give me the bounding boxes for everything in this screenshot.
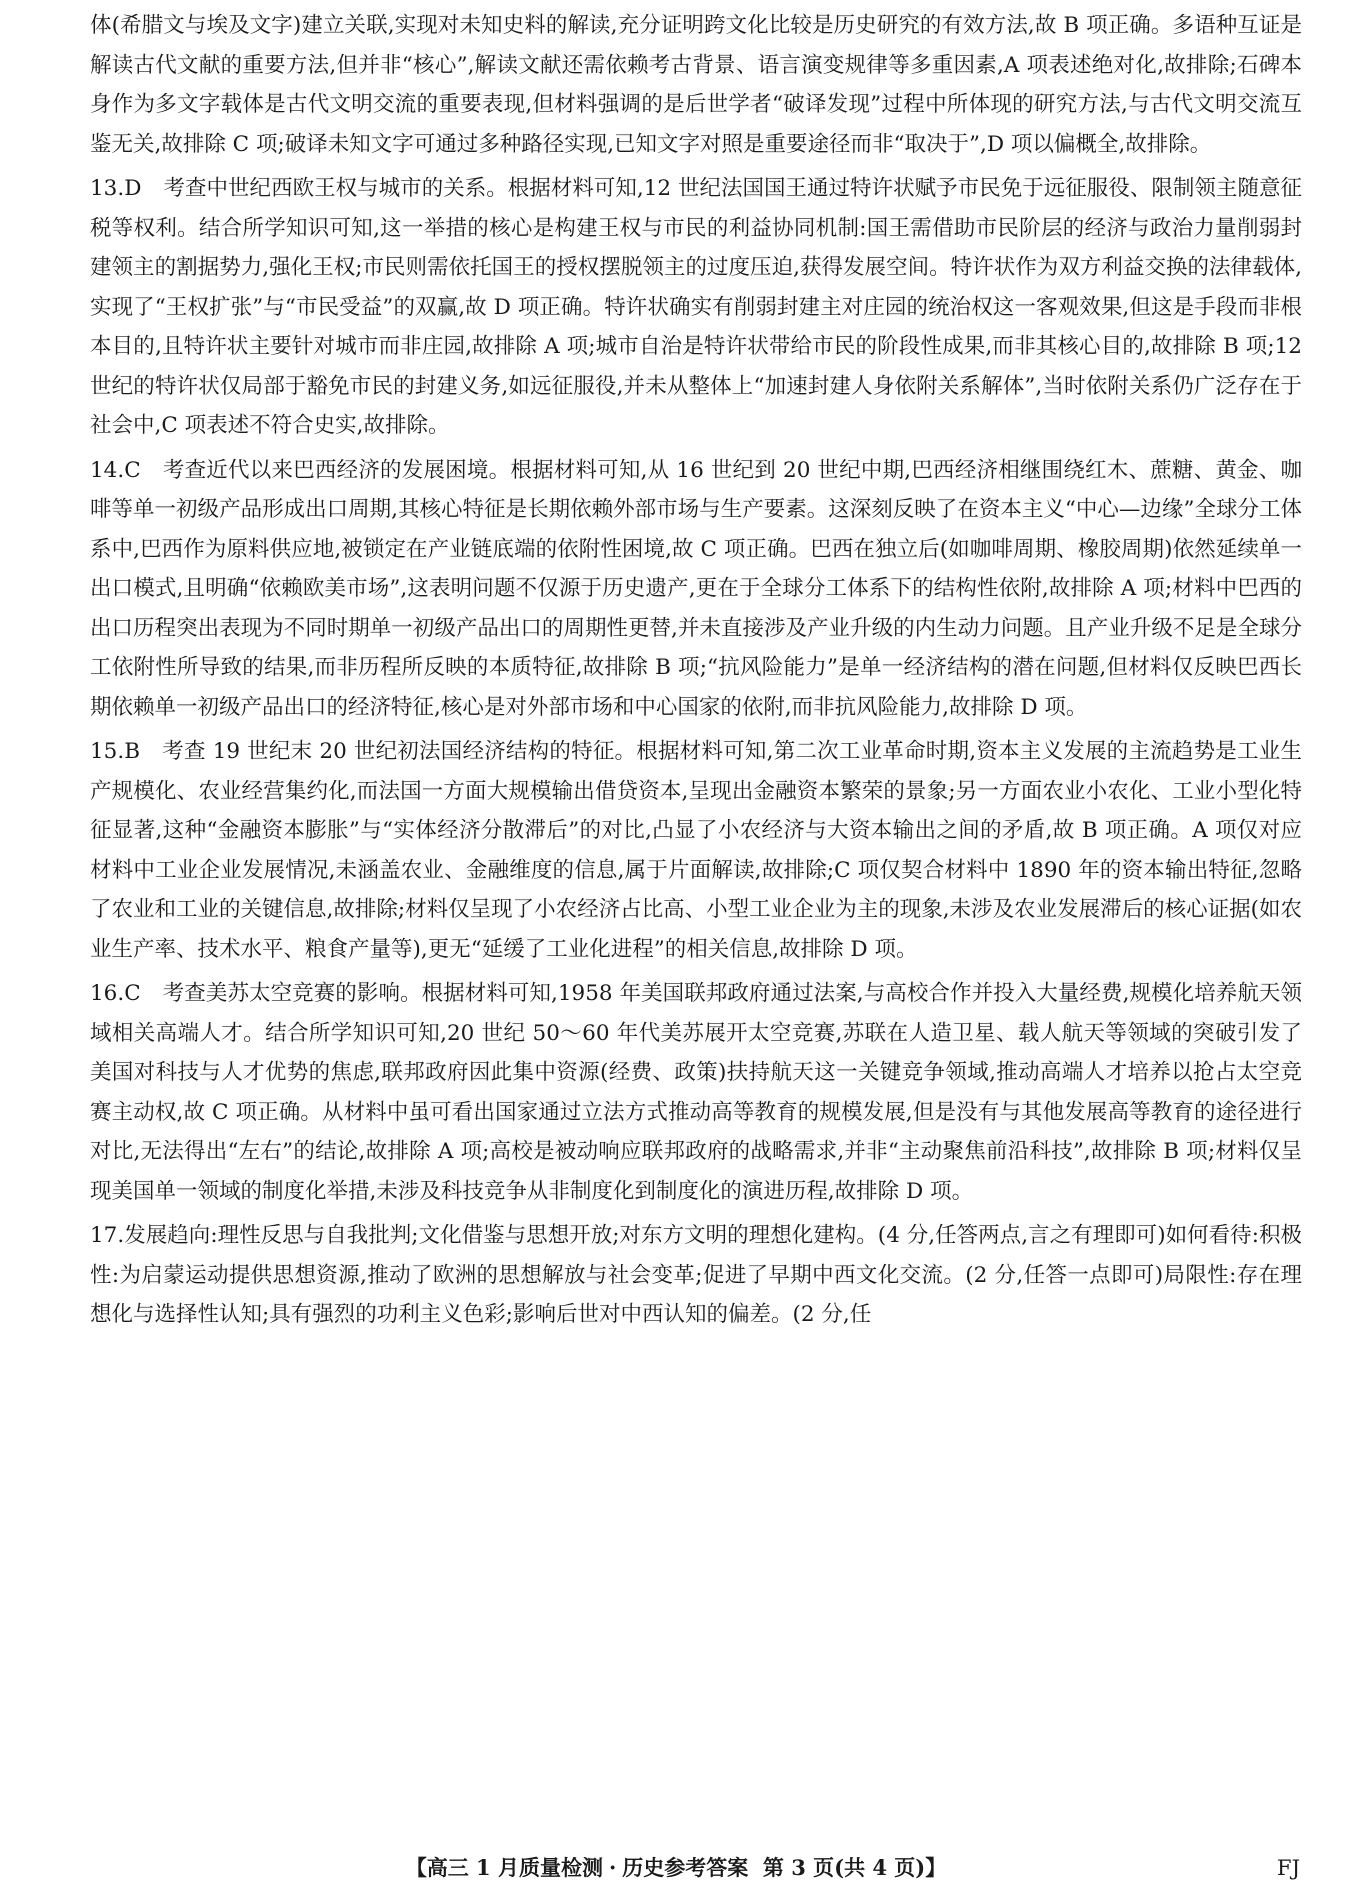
page-footer [0,1848,1352,1888]
answer-content [90,6,1302,1340]
footer-dot: · [608,1855,617,1880]
answer-item-13 [90,169,1302,446]
answer-item-14 [90,451,1302,728]
answer-item-15 [90,732,1302,969]
footer-left-bracket: 【 [405,1855,427,1880]
answer-item-16 [90,974,1302,1211]
question-number: 14. [90,457,125,483]
answer-item-17 [90,1216,1302,1335]
answer-letter: C [124,457,141,483]
explanation-text: 考查近代以来巴西经济的发展困境。根据材料可知,从 16 世纪到 20 世纪中期,巴西经济相继围绕红木、蔗糖、黄金、咖啡等单一初级产品形成出口周期,其核心特征是长期依赖外部市场与生产要素。这深刻反映了在资本主义“中心—边缘”全球分工体系中,巴西作为原料供应地,被锁定在产业链底端的依附性困境,故 C 项正确。巴西在独立后(如咖啡周期、橡胶周期)依然延续单一出口模式,且明确“依赖欧美市场”,这表明问题不仅源于历史遗产,更在于全球分工体系下的结构性依附,故排除 A 项;材料中巴西的出口历程突出表现为不同时期单一初级产品出口的周期性更替,并未直接涉及产业升级的内生动力问题。且产业升级不足是全球分工依附性所导致的结果,而非历程所反映的本质特征,故排除 B 项;“抗风险能力”是单一经济结构的潜在问题,但材料仅反映巴西长期依赖单一初级产品出口的经济特征,核心是对外部市场和中心国家的依附,而非抗风险能力,故排除 D 项。 [90,457,1302,720]
footer-exam-name: 高三 1 月质量检测 [426,1855,603,1880]
footer-right-bracket: 】 [925,1855,947,1880]
explanation-text: 发展趋向:理性反思与自我批判;文化借鉴与思想开放;对东方文明的理想化建构。(4 分,任答两点,言之有理即可)如何看待:积极性:为启蒙运动提供思想资源,推动了欧洲的思想解放与社会变革;促进了早期中西文化交流。(2 分,任答一点即可)局限性:存在理想化与选择性认知;具有强烈的功利主义色彩;影响后世对中西认知的偏差。(2 分,任 [90,1223,1302,1327]
footer-subject: 历史参考答案 [622,1855,749,1880]
footer-page-number: 第 3 页(共 4 页) [762,1855,926,1880]
question-number: 17. [90,1223,125,1248]
footer-title [0,1848,1352,1888]
answer-letter: B [124,739,141,764]
question-number: 15. [90,739,125,764]
answer-letter: D [124,176,142,201]
explanation-text: 考查美苏太空竞赛的影响。根据材料可知,1958 年美国联邦政府通过法案,与高校合作并投入大量经费,规模化培养航天领域相关高端人才。结合所学知识可知,20 世纪 50～60 年代美苏展开太空竞赛,苏联在人造卫星、载人航天等领域的突破引发了美国对科技与人才优势的焦虑,联邦政府因此集中资源(经费、政策)扶持航天这一关键竞争领域,推动高端人才培养以抢占太空竞赛主动权,故 C 项正确。从材料中虽可看出国家通过立法方式推动高等教育的规模发展,但是没有与其他发展高等教育的途径进行对比,无法得出“左右”的结论,故排除 A 项;高校是被动响应联邦政府的战略需求,并非“主动聚焦前沿科技”,故排除 B 项;材料仅呈现美国单一领域的制度化举措,未涉及科技竞争从非制度化到制度化的演进历程,故排除 D 项。 [90,981,1302,1204]
answer-letter: C [124,981,141,1006]
continued-paragraph: 体(希腊文与埃及文字)建立关联,实现对未知史料的解读,充分证明跨文化比较是历史研究的有效方法,故 B 项正确。多语种互证是解读古代文献的重要方法,但并非“核心”,解读文献还需依赖考古背景、语言演变规律等多重因素,A 项表述绝对化,故排除;石碑本身作为多文字载体是古代文明交流的重要表现,但材料强调的是后世学者“破译发现”过程中所体现的研究方法,与古代文明交流互鉴无关,故排除 C 项;破译未知文字可通过多种路径实现,已知文字对照是重要途径而非“取决于”,D 项以偏概全,故排除。 [90,13,1302,157]
explanation-text: 考查中世纪西欧王权与城市的关系。根据材料可知,12 世纪法国国王通过特许状赋予市民免于远征服役、限制领主随意征税等权利。结合所学知识可知,这一举措的核心是构建王权与市民的利益协同机制:国王需借助市民阶层的经济与政治力量削弱封建领主的割据势力,强化王权;市民则需依托国王的授权摆脱领主的过度压迫,获得发展空间。特许状作为双方利益交换的法律载体,实现了“王权扩张”与“市民受益”的双赢,故 D 项正确。特许状确实有削弱封建主对庄园的统治权这一客观效果,但这是手段而非根本目的,且特许状主要针对城市而非庄园,故排除 A 项;城市自治是特许状带给市民的阶段性成果,而非其核心目的,故排除 B 项;12 世纪的特许状仅局部于豁免市民的封建义务,如远征服役,并未从整体上“加速封建人身依附关系解体”,当时依附关系仍广泛存在于社会中,C 项表述不符合史实,故排除。 [90,176,1302,438]
question-number: 13. [90,176,125,201]
explanation-text: 考查 19 世纪末 20 世纪初法国经济结构的特征。根据材料可知,第二次工业革命时期,资本主义发展的主流趋势是工业生产规模化、农业经营集约化,而法国一方面大规模输出借贷资本,呈现出金融资本繁荣的景象;另一方面农业小农化、工业小型化特征显著,这种“金融资本膨胀”与“实体经济分散滞后”的对比,凸显了小农经济与大资本输出之间的矛盾,故 B 项正确。A 项仅对应材料中工业企业发展情况,未涵盖农业、金融维度的信息,属于片面解读,故排除;C 项仅契合材料中 1890 年的资本输出特征,忽略了农业和工业的关键信息,故排除;材料仅呈现了小农经济占比高、小型工业企业为主的现象,未涉及农业发展滞后的核心证据(如农业生产率、技术水平、粮食产量等),更无“延缓了工业化进程”的相关信息,故排除 D 项。 [90,739,1302,962]
question-number: 16. [90,981,125,1006]
footer-code: FJ [1277,1856,1300,1880]
